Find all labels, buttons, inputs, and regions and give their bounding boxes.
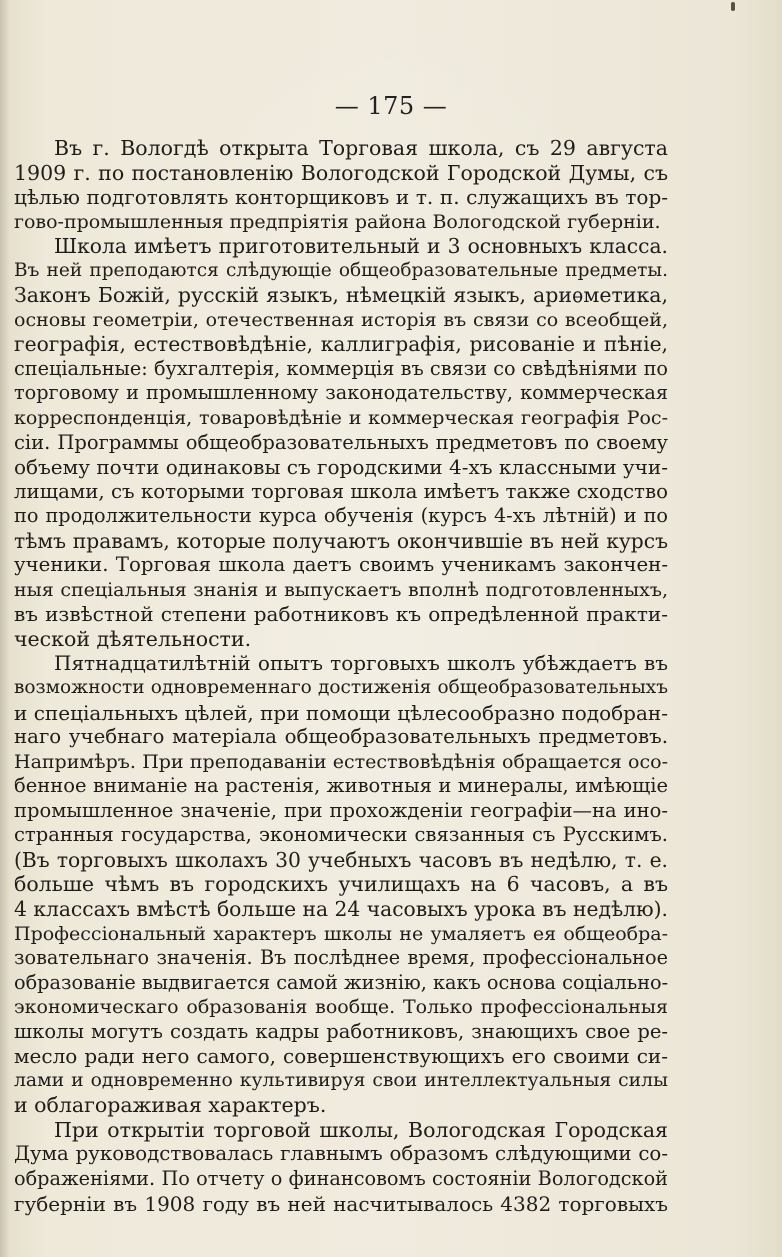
paragraph-3-line: 4 классахъ вмѣстѣ больше на 24 часовыхъ урока въ недѣлю). [14, 896, 668, 921]
paragraph-3-line: возможности одновременнаго достиженія общеобразовательныхъ [14, 677, 668, 699]
paragraph-2-line: ческой дѣятельности. [14, 626, 252, 651]
paragraph-2-line: въ извѣстной степени работниковъ къ опредѣленной практи- [14, 602, 668, 627]
paragraph-3-line: наго учебнаго матеріала общеобразовательныхъ предметовъ. [14, 725, 668, 749]
paragraph-3-line: экономическаго образованія вообще. Только профессіональныя [14, 996, 668, 1019]
paragraph-3-line: промышленное значеніе, при прохожденіи географіи—на ино- [14, 798, 668, 822]
paragraph-2-line: основы геометріи, отечественная исторія въ связи со всеобщей, [14, 308, 668, 331]
paragraph-3-line: и облагораживая характеръ. [14, 1093, 327, 1118]
paragraph-2-line: сіи. Программы общеобразовательныхъ предметовъ по своему [14, 430, 668, 454]
paragraph-3-line: школы могутъ создать кадры работниковъ, знающихъ свое ре- [14, 1019, 668, 1043]
paragraph-3-line: (Въ торговыхъ школахъ 30 учебныхъ часовъ въ недѣлю, т. е. [14, 847, 668, 872]
paragraph-1-line: цѣлью подготовлять конторщиковъ и т. п. служащихъ въ тор- [14, 185, 668, 210]
paragraph-2-line: Школа имѣетъ приготовительный и 3 основныхъ класса. [54, 234, 668, 259]
paragraph-2-line: Въ ней преподаются слѣдующіе общеобразовательные предметы. [14, 259, 668, 281]
paragraph-2-line: спеціальные: бухгалтерія, коммерція въ связи со свѣдѣніями по [14, 356, 668, 380]
page-number: — 175 — [334, 92, 448, 120]
page-edge-shadow [0, 0, 10, 1257]
paragraph-3-line: лами и одновременно культивируя свои интеллектуальныя силы [14, 1069, 668, 1091]
paragraph-1-line: 1909 г. по постановленію Вологодской Городской Думы, съ [14, 160, 668, 185]
paragraph-4-line: губерніи въ 1908 году въ ней насчитывалось 4382 торговыхъ [14, 1191, 668, 1216]
paragraph-3-line: больше чѣмъ въ городскихъ училищахъ на 6 часовъ, а въ [14, 872, 668, 897]
paragraph-2-line: ныя спеціальныя знанія и выпускаетъ вполнѣ подготовленныхъ, [14, 578, 668, 601]
paragraph-2-line: ученики. Торговая школа даетъ своимъ ученикамъ закончен- [14, 553, 668, 577]
paragraph-2-line: тѣмъ правамъ, которые получаютъ окончившіе въ ней курсъ [14, 528, 668, 553]
paragraph-2-line: корреспонденція, товаровѣдѣніе и коммерческая географія Рос- [14, 407, 668, 430]
paragraph-4-line: Дума руководствовалась главнымъ образомъ слѣдующими со- [14, 1142, 668, 1166]
paragraph-3-line: Напримѣръ. При преподаваніи естествовѣдѣнія обращается осо- [14, 750, 668, 773]
paragraph-2-line: торговому и промышленному законодательству, коммерческая [14, 381, 668, 405]
paragraph-2-line: по продолжительности курса обученія (курсъ 4-хъ лѣтній) и по [14, 504, 668, 528]
paragraph-2-line: объему почти одинаковы съ городскими 4-хъ классными учи- [14, 455, 668, 480]
paragraph-1-line: Въ г. Вологдѣ открыта Торговая школа, съ 29 августа [54, 136, 668, 160]
paragraph-3-line: странныя государства, экономически связанныя съ Русскимъ. [14, 823, 668, 847]
ink-speck [731, 2, 735, 11]
paragraph-2-line: Законъ Божій, русскій языкъ, нѣмецкій языкъ, ариѳметика, [14, 283, 668, 308]
paragraph-4-line: ображеніями. По отчету о финансовомъ состояніи Вологодской [14, 1166, 668, 1190]
paragraph-4-line: При открытіи торговой школы, Вологодская Городская [54, 1117, 668, 1142]
paragraph-3-line: месло ради него самого, совершенствующихъ его своими си- [14, 1044, 668, 1069]
paragraph-3-line: Пятнадцатилѣтній опытъ торговыхъ школъ убѣждаетъ въ [54, 651, 668, 676]
paragraph-2-line: лищами, съ которыми торговая школа имѣетъ также сходство [14, 479, 668, 503]
paragraph-3-line: бенное вниманіе на растенія, животныя и минералы, имѣющіе [14, 774, 668, 798]
paragraph-3-line: образованіе выдвигается самой жизнію, какъ основа соціально- [14, 970, 668, 994]
paragraph-3-line: Профессіональный характеръ школы не умаляетъ ея общеобра- [14, 922, 668, 945]
paragraph-3-line: зовательнаго значенія. Въ послѣднее время, профессіональное [14, 946, 668, 970]
paragraph-2-line: географія, естествовѣдѣніе, каллиграфія, рисованіе и пѣніе, [14, 332, 668, 357]
page-body-text [14, 136, 668, 1216]
paragraph-3-line: и спеціальныхъ цѣлей, при помощи цѣлесообразно подобран- [14, 700, 668, 725]
paragraph-1-line: гово-промышленныя предпріятія района Вологодской губерніи. [14, 210, 661, 233]
